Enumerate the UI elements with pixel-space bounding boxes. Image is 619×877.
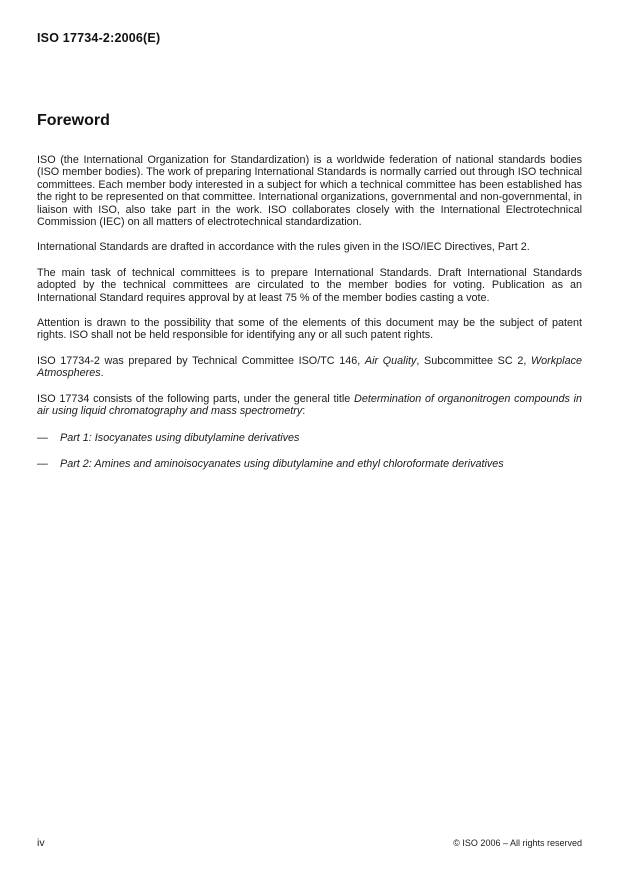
- list-item-text: Part 1: Isocyanates using dibutylamine derivatives: [60, 431, 300, 444]
- page-footer: [37, 837, 582, 849]
- text-run-italic: Workplace Atmospheres: [37, 354, 582, 380]
- list-item-part-1: [37, 432, 582, 444]
- page-number: iv: [37, 837, 45, 849]
- paragraph-patent-rights: [37, 317, 582, 342]
- list-item-text: Part 2: Amines and aminoisocyanates using dibutylamine and ethyl chloroformate derivatives: [60, 457, 504, 470]
- paragraph-prepared-by: [37, 355, 582, 380]
- text-run-italic: Determination of organonitrogen compounds in air using liquid chromatography and mass spectrometry: [37, 392, 583, 418]
- paragraph-parts-intro: [37, 393, 582, 418]
- list-item-part-2: [37, 458, 582, 470]
- document-id-header: ISO 17734-2:2006(E): [37, 31, 161, 45]
- text-run: ISO 17734 consists of the following parts, under the general title: [37, 392, 355, 405]
- paragraph-main-task: [37, 267, 582, 304]
- copyright-notice: © ISO 2006 – All rights reserved: [453, 838, 582, 848]
- text-run: , Subcommittee SC 2,: [416, 354, 531, 367]
- text-run-italic: Air Quality: [364, 354, 417, 367]
- em-dash-marker: —: [37, 431, 48, 444]
- text-run: Attention is drawn to the possibility that some of the elements of this document may be the subject of patent rights. ISO shall not be held responsible for identifying any or all such patent rights.: [37, 317, 582, 342]
- paragraph-iso-federation: [37, 154, 582, 228]
- text-run: International Standards are drafted in accordance with the rules given in the ISO/IEC Directives, Part 2.: [37, 241, 530, 254]
- text-run: ISO 17734-2 was prepared by Technical Committee ISO/TC 146,: [37, 354, 365, 367]
- paragraph-directives: [37, 241, 582, 253]
- text-run: .: [100, 367, 104, 380]
- text-run: ISO (the International Organization for Standardization) is a worldwide federation of national standards bodies (ISO member bodies). The work of preparing International Standards is normally carried out through ISO technical committees. Each member body interested in a subject for which a technical committee has been established has the right to be represented on that committee. International organizations, governmental and non-governmental, in liaison with ISO, also take part in the work. ISO collaborates closely with the International Electrotechnical Commission (IEC) on all matters of electrotechnical standardization.: [37, 154, 582, 229]
- foreword-heading: Foreword: [37, 112, 110, 129]
- text-run: :: [302, 405, 306, 418]
- text-run: The main task of technical committees is to prepare International Standards. Draft International Standards adopted by the technical committees are circulated to the member bodies for voting. Publication as an International Standard requires approval by at least 75 % of the member bodies casting a vote.: [37, 266, 582, 304]
- em-dash-marker: —: [37, 457, 48, 470]
- foreword-body: [37, 154, 582, 470]
